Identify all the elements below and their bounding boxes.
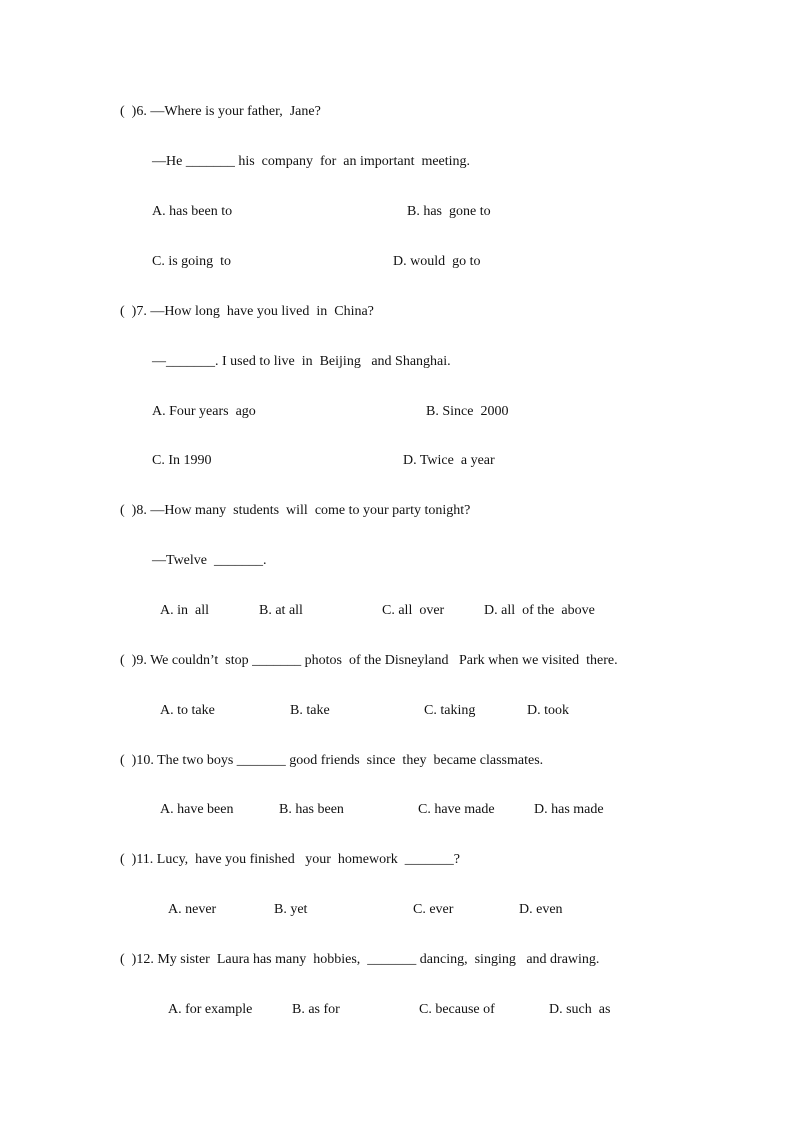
question-12-option-b: B. as for [292, 1002, 340, 1017]
question-7-option-a: A. Four years ago [152, 404, 256, 419]
question-11-option-b: B. yet [274, 902, 308, 917]
question-12-option-c: C. because of [419, 1002, 495, 1017]
question-11-option-c: C. ever [413, 902, 454, 917]
question-7-reply: —_______. I used to live in Beijing and Shanghai. [152, 354, 451, 369]
question-6-option-c: C. is going to [152, 254, 231, 269]
question-7-stem: ( )7. —How long have you lived in China? [120, 304, 374, 319]
question-10-option-c: C. have made [418, 802, 495, 817]
question-8-reply: —Twelve _______. [152, 553, 267, 568]
question-9-stem: ( )9. We couldn’t stop _______ photos of the Disneyland Park when we visited there. [120, 653, 618, 668]
question-11-stem: ( )11. Lucy, have you finished your homework _______? [120, 852, 460, 867]
question-11-option-d: D. even [519, 902, 563, 917]
question-8-option-a: A. in all [160, 603, 209, 618]
question-12-stem: ( )12. My sister Laura has many hobbies, _______ dancing, singing and drawing. [120, 952, 600, 967]
question-7-option-d: D. Twice a year [403, 453, 495, 468]
question-9-option-c: C. taking [424, 703, 476, 718]
question-10-option-a: A. have been [160, 802, 234, 817]
question-12-option-a: A. for example [168, 1002, 253, 1017]
question-10-option-d: D. has made [534, 802, 604, 817]
question-6-reply: —He _______ his company for an important meeting. [152, 154, 471, 169]
question-8-option-d: D. all of the above [484, 603, 595, 618]
question-6-option-a: A. has been to [152, 204, 233, 219]
question-6-option-d: D. would go to [393, 254, 481, 269]
question-6-option-b: B. has gone to [407, 204, 491, 219]
question-7-option-c: C. In 1990 [152, 453, 212, 468]
question-9-option-b: B. take [290, 703, 330, 718]
question-8-stem: ( )8. —How many students will come to your party tonight? [120, 503, 471, 518]
question-12-option-d: D. such as [549, 1002, 611, 1017]
question-10-stem: ( )10. The two boys _______ good friends since they became classmates. [120, 753, 544, 768]
question-8-option-c: C. all over [382, 603, 445, 618]
question-6-stem: ( )6. —Where is your father, Jane? [120, 104, 321, 119]
question-11-option-a: A. never [168, 902, 217, 917]
question-8-option-b: B. at all [259, 603, 303, 618]
question-7-option-b: B. Since 2000 [426, 404, 509, 419]
question-9-option-d: D. took [527, 703, 569, 718]
question-10-option-b: B. has been [279, 802, 344, 817]
question-9-option-a: A. to take [160, 703, 215, 718]
